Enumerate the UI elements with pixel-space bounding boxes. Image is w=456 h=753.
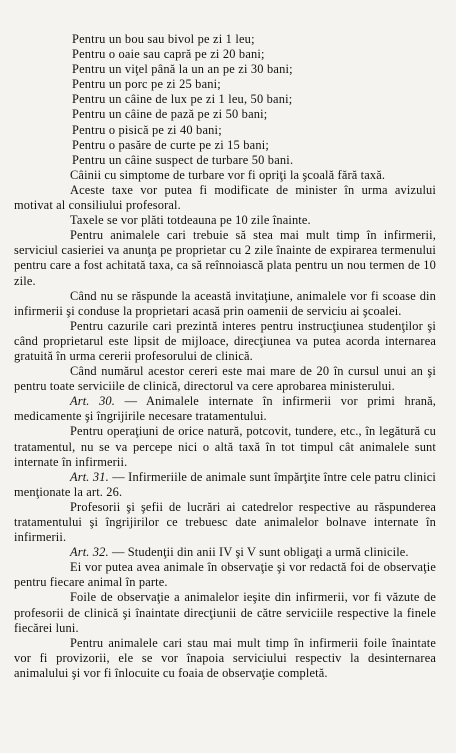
paragraph: Aceste taxe vor putea fi modificate de minister în urma avizului motivat al consiliului profesoral. xyxy=(14,182,436,213)
paragraph: Câinii cu simptome de turbare vor fi opriţi la şcoală fără taxă. xyxy=(70,167,386,182)
paragraph: Foile de observaţie a animalelor ieşite din infirmerii, vor fi văzute de profesorii de clinică şi înaintate direcţiunii de către serviciile respective la finele fiecărei luni. xyxy=(14,590,436,635)
fee-item-rabies-suspect-dog: Pentru un câine suspect de turbare 50 bani. xyxy=(72,152,294,167)
paragraph: Pentru operaţiuni de orice natură, potcovit, tundere, etc., în legătură cu tratamentul, nu se va percepe nici o altă taxă în tot timpul cât animalele sunt internate în infirmerii. xyxy=(14,424,436,469)
fee-item-luxury-dog: Pentru un câine de lux pe zi 1 leu, 50 bani; xyxy=(72,92,293,107)
fee-item-guard-dog: Pentru un câine de pază pe zi 50 bani; xyxy=(72,107,268,122)
article-paragraph: Art. 30. — Animalele internate în infirmerii vor primi hrană, medicamente şi îngrijirile necesare tratamentului. xyxy=(14,394,436,424)
paragraph: Taxele se vor plăti totdeauna pe 10 zile înainte. xyxy=(70,213,311,228)
fee-item-pig: Pentru un porc pe zi 25 bani; xyxy=(72,77,221,92)
paragraph: Profesorii şi şefii de lucrări ai catedrelor respective au răspunderea tratamentului şi îngrijirilor ce trebuesc date animalelor bolnave internate în infirmerii. xyxy=(14,499,436,545)
fee-list xyxy=(72,32,436,168)
paragraph: Când numărul acestor cereri este mai mare de 20 în cursul unui an şi pentru toate serviciile de clinică, directorul va cere aprobarea ministerului. xyxy=(14,364,436,394)
paragraph: Pentru animalele cari trebuie să stea mai mult timp în infirmerii, serviciul casieriei va anunţa pe proprietar cu 2 zile înainte de expirarea termenului pentru care a fost achitată taxa, ca să reînnoiască plata pentru un nou termen de 10 zile. xyxy=(14,228,436,288)
article-number: Art. 31. xyxy=(70,469,109,484)
fee-item-cat: Pentru o pisică pe zi 40 bani; xyxy=(72,122,222,137)
article-paragraph: Art. 32. — Studenţii din anii IV şi V sunt obligaţi a urmă clinicile. xyxy=(70,545,409,560)
paragraph: Pentru animalele cari stau mai mult timp în infirmerii foile înaintate vor fi provizorii, ele se vor înapoia serviciului respectiv la desinternarea animalului şi vor fi înlocuite cu foaia de observaţie completă. xyxy=(14,635,436,680)
article-number: Art. 30. xyxy=(70,394,116,409)
paragraph: Pentru cazurile cari prezintă interes pentru instrucţiunea studenţilor şi când proprietarul este lipsit de mijloace, direcţiunea va putea acorda internarea gratuită în urma cererii profesorului de clinică. xyxy=(14,318,436,363)
fee-item-poultry: Pentru o pasăre de curte pe zi 15 bani; xyxy=(72,137,270,152)
article-number: Art. 32. xyxy=(70,545,109,560)
paragraph: Ei vor putea avea animale în observaţie şi vor redactă foi de observaţie pentru fiecare animal în parte. xyxy=(14,560,436,590)
paragraph: Când nu se răspunde la această invitaţiune, animalele vor fi scoase din infirmerii şi conduse la proprietari acasă prin oamenii de serviciu ai şcoalei. xyxy=(14,288,436,318)
fee-item-calf: Pentru un viţel până la un an pe zi 30 bani; xyxy=(72,62,293,77)
article-paragraph: Art. 31. — Infirmeriile de animale sunt împărţite între cele patru clinici menţionate la art. 26. xyxy=(14,469,436,499)
fee-item-sheep: Pentru o oaie sau capră pe zi 20 bani; xyxy=(72,47,265,62)
fee-item-ox: Pentru un bou sau bivol pe zi 1 leu; xyxy=(72,32,255,46)
